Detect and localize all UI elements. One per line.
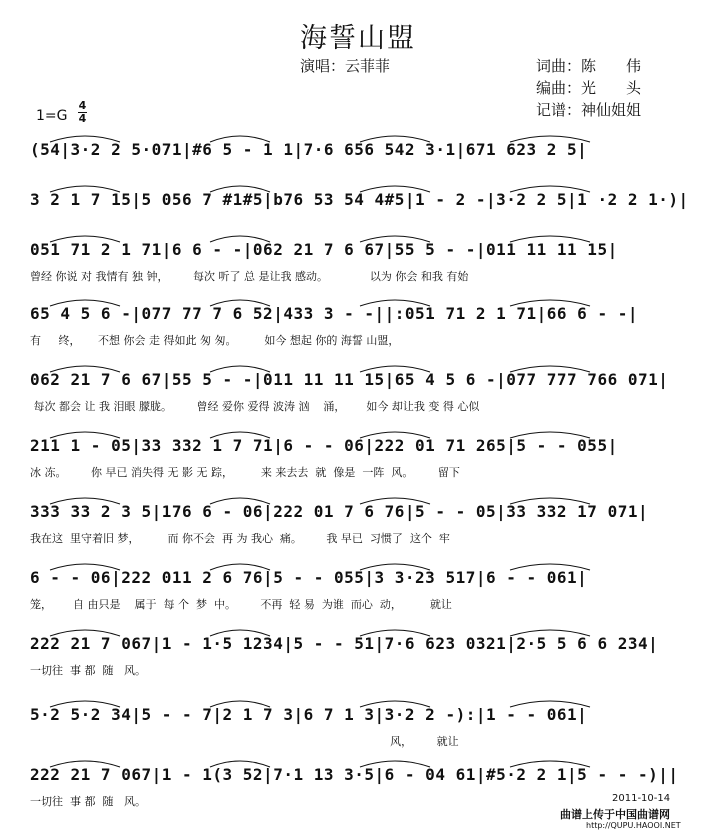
slur-marks	[30, 755, 686, 769]
slur-arc	[360, 701, 430, 707]
footer-url: http://QUPU.HAOOI.NET	[586, 821, 681, 830]
notation-line: 051 71 2 1 71|6 6 - -|062 21 7 6 67|55 5 - -|011 11 11 15|	[30, 240, 618, 259]
slur-arc	[360, 432, 430, 438]
slur-arc	[360, 236, 430, 242]
notation-line: 222 21 7 067|1 - 1·5 1234|5 - - 51|7·6 623 0321|2·5 5 6 6 234|	[30, 634, 659, 653]
slur-arc	[510, 136, 590, 142]
lyrics-line: 一切往 事 都 随 风。	[30, 795, 146, 808]
slur-arc	[510, 366, 590, 372]
time-signature	[78, 100, 87, 125]
slur-arc	[510, 564, 590, 570]
slur-arc	[360, 300, 430, 306]
slur-arc	[510, 701, 590, 707]
slur-arc	[510, 630, 590, 636]
slur-arc	[210, 136, 270, 142]
slur-arc	[360, 630, 430, 636]
slur-arc	[210, 300, 270, 306]
lyrics-line: 有 终， 不想 你会 走 得如此 匆 匆。 如今 想起 你的 海誓 山盟，	[30, 334, 400, 347]
slur-arc	[50, 366, 120, 372]
lyricist-credit: 词曲：陈 伟	[536, 57, 642, 75]
singer-credit: 演唱：云菲菲	[300, 57, 391, 75]
arranger-credit: 编曲：光 头	[536, 79, 642, 97]
credits-block	[536, 55, 641, 121]
slur-arc	[50, 701, 120, 707]
slur-arc	[50, 186, 120, 192]
slur-arc	[360, 186, 430, 192]
slur-arc	[510, 498, 590, 504]
slur-arc	[510, 186, 590, 192]
slur-arc	[210, 498, 270, 504]
time-signature-top: 4	[78, 99, 87, 112]
notation-line: 062 21 7 6 67|55 5 - -|011 11 11 15|65 4 5 6 -|077 777 766 071|	[30, 370, 669, 389]
slur-arc	[510, 761, 590, 767]
notation-line: 333 33 2 3 5|176 6 - 06|222 01 7 6 76|5 - - 05|33 332 17 071|	[30, 502, 649, 521]
lyrics-line: 风， 就让	[30, 735, 459, 748]
lyrics-line: 曾经 你说 对 我情有 独 钟， 每次 听了 总 是让我 感动。 以为 你会 和我 有始	[30, 270, 469, 283]
lyrics-line: 我在这 里守着旧 梦， 而 你不会 再 为 我心 痛。 我 早已 习惯了 这个 牢	[30, 532, 450, 545]
slur-arc	[50, 761, 120, 767]
slur-arc	[510, 432, 590, 438]
lyrics-line: 笼， 自 由只是 属于 每 个 梦 中。 不再 轻 易 为谁 而心 动， 就让	[30, 598, 452, 611]
slur-marks	[30, 492, 686, 506]
lyrics-line: 每次 都会 让 我 泪眼 朦胧。 曾经 爱你 爱得 波涛 汹 涌， 如今 却让我 变 得 心似	[30, 400, 480, 413]
footer-site-credit: 曲谱上传于中国曲谱网	[560, 808, 670, 821]
notation-line: 3 2 1 7 15|5 056 7 #1#5|b76 53 54 4#5|1 - 2 -|3·2 2 5|1 ·2 2 1·)|	[30, 190, 689, 209]
slur-marks	[30, 695, 686, 709]
slur-arc	[50, 498, 120, 504]
slur-marks	[30, 130, 686, 144]
song-title: 海誓山盟	[300, 23, 416, 54]
notation-line: (54|3·2 2 5·071|#6 5 - 1 1|7·6 656 542 3·1|671 623 2 5|	[30, 140, 588, 159]
transcriber-credit: 记谱：神仙姐姐	[536, 101, 642, 119]
slur-marks	[30, 360, 686, 374]
slur-marks	[30, 426, 686, 440]
notation-line: 65 4 5 6 -|077 77 7 6 52|433 3 - -||:051 71 2 1 71|66 6 - -|	[30, 304, 638, 323]
slur-marks	[30, 558, 686, 572]
slur-marks	[30, 180, 686, 194]
slur-arc	[360, 498, 430, 504]
slur-arc	[50, 630, 120, 636]
time-signature-bottom: 4	[78, 112, 87, 125]
slur-arc	[50, 300, 120, 306]
slur-arc	[210, 366, 270, 372]
slur-arc	[210, 761, 270, 767]
slur-arc	[210, 432, 270, 438]
lyrics-line: 冰 冻。 你 早已 消失得 无 影 无 踪， 来 来去去 就 像是 一阵 风。 留下	[30, 466, 460, 479]
slur-arc	[50, 432, 120, 438]
slur-arc	[510, 236, 590, 242]
slur-arc	[210, 564, 270, 570]
notation-line: 222 21 7 067|1 - 1(3 52|7·1 13 3·5|6 - 04 61|#5·2 2 1|5 - - -)||	[30, 765, 679, 784]
slur-arc	[50, 564, 120, 570]
notation-line: 6 - - 06|222 011 2 6 76|5 - - 055|3 3·23 517|6 - - 061|	[30, 568, 588, 587]
slur-arc	[210, 236, 270, 242]
footer-date: 2011-10-14	[612, 793, 671, 804]
key-signature: 1=G	[36, 108, 68, 124]
slur-marks	[30, 624, 686, 638]
notation-line: 211 1 - 05|33 332 1 7 71|6 - - 06|222 01 71 265|5 - - 055|	[30, 436, 618, 455]
slur-arc	[360, 564, 430, 570]
slur-marks	[30, 294, 686, 308]
slur-arc	[50, 136, 120, 142]
slur-arc	[360, 136, 430, 142]
notation-line: 5·2 5·2 34|5 - - 7|2 1 7 3|6 7 1 3|3·2 2 -):|1 - - 061|	[30, 705, 588, 724]
lyrics-line: 一切往 事 都 随 风。	[30, 664, 146, 677]
slur-arc	[50, 236, 120, 242]
slur-arc	[360, 366, 430, 372]
slur-arc	[210, 186, 270, 192]
slur-arc	[210, 630, 270, 636]
slur-marks	[30, 230, 686, 244]
slur-arc	[360, 761, 430, 767]
slur-arc	[210, 701, 270, 707]
slur-arc	[510, 300, 590, 306]
